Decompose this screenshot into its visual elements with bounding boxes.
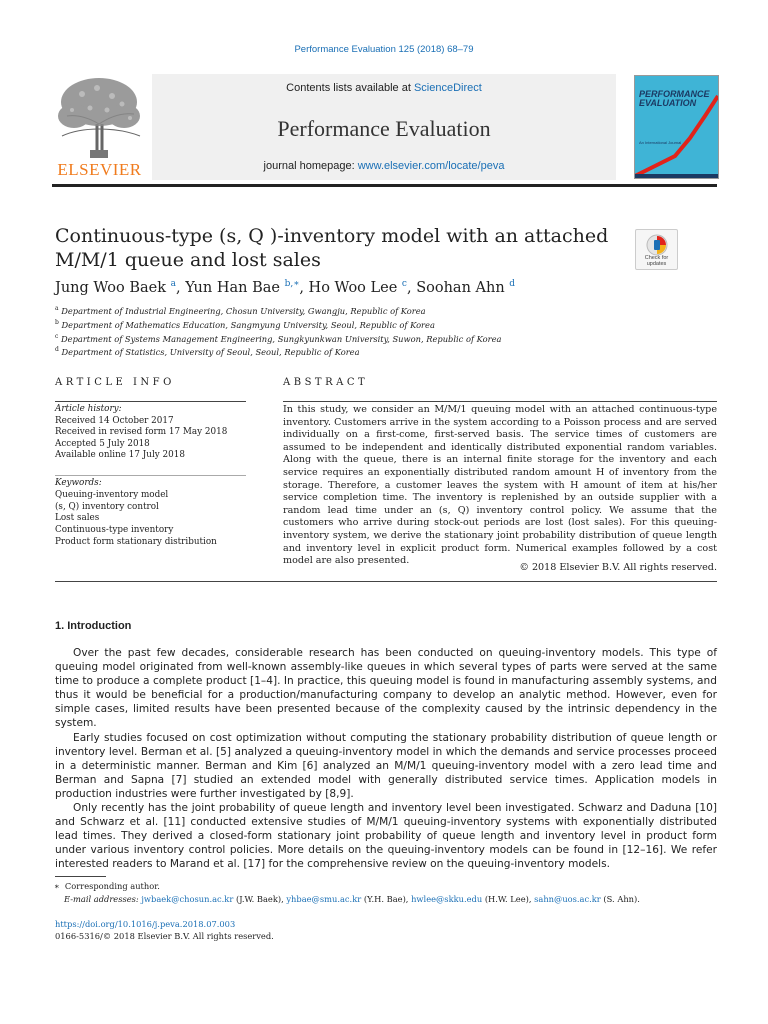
author-name: Jung Woo Baek (55, 279, 167, 296)
keyword-item: Queuing-inventory model (55, 489, 169, 500)
corresponding-author-note (54, 880, 640, 893)
homepage-prefix: journal homepage: (263, 160, 358, 172)
author-name: Yun Han Bae (185, 279, 280, 296)
contents-prefix: Contents lists available at (286, 82, 414, 94)
keyword-item: (s, Q) inventory control (55, 501, 159, 512)
email-addresses (64, 893, 640, 906)
email-owner: (S. Ahn). (603, 893, 640, 904)
title-line-2: M/M/1 queue and lost sales (55, 249, 321, 271)
footnote-divider (55, 876, 106, 877)
email-link[interactable]: sahn@uos.ac.kr (534, 893, 601, 904)
journal-header-box (152, 74, 616, 180)
affiliation-item (55, 331, 501, 345)
journal-homepage-link[interactable]: www.elsevier.com/locate/peva (357, 160, 505, 172)
email-owner: (J.W. Baek), (235, 893, 284, 904)
author-1 (55, 280, 176, 296)
affiliation-text: Department of Statistics, University of Seoul, Seoul, Republic of Korea (61, 347, 360, 358)
affiliation-key: b (55, 318, 59, 326)
history-item: Accepted 5 July 2018 (55, 438, 150, 449)
cover-subtitle: An International Journal (639, 140, 682, 145)
sciencedirect-link[interactable]: ScienceDirect (413, 82, 482, 94)
history-item: Available online 17 July 2018 (55, 450, 185, 460)
author-affiliation-marker[interactable]: d (509, 279, 516, 289)
email-label: E-mail addresses: (64, 893, 139, 904)
crossmark-label: Check for updates (644, 255, 669, 267)
abstract-text: In this study, we consider an M/M/1 queuing model with an attached continuous-type inventory. Customers arrive in the system according to a Poisson process and are served individually on a first-come, first-served basis. The service times of customers are assumed to be independent and identically distributed exponential random variables. Along with the queue, there is an internal finite storage for the inventory and each service requires an exponentially distributed random amount H of inventory from the storage. Therefore, a customer leaves the system with H amount of item at his/her service completion time. The inventory is replenished by an outside supplier with a random lead time under an (s, Q) inventory control policy. We assume that the customers who arrive during stock-out periods are lost (lost sales). For this queuing-inventory system, we derive the stationary joint probability distribution of queue length and inventory level in explicit product form. Numerical examples followed by a cost model are also presented. (283, 404, 717, 567)
article-info-divider (55, 401, 246, 402)
email-link[interactable]: hwlee@skku.edu (411, 893, 483, 904)
affiliation-key: a (55, 305, 59, 312)
email-owner: (H.W. Lee), (484, 893, 532, 904)
title-line-1: Continuous-type (s, Q )-inventory model with an attached (55, 225, 609, 247)
author-name: Ho Woo Lee (308, 279, 398, 296)
keywords-label: Keywords: (55, 478, 102, 488)
footnotes (54, 880, 640, 905)
author-affiliation-marker[interactable]: a (170, 279, 177, 289)
copyright-notice: © 2018 Elsevier B.V. All rights reserved. (519, 562, 717, 573)
crossmark-icon (645, 233, 669, 257)
intro-paragraph: Over the past few decades, considerable research has been conducted on queuing-inventory models. This type of queuing model originated from well-known assembly-like queues in which several types of parts were served at the same time to produce a complete product [1–4]. In practice, this queuing model is found in manufacturing assembly systems, and thus it would be beneficial for a production/manufacturing company to develop an analytic method. However, even for simple cases, limited results have been presented because of the complexity caused by the intrinsic dependency in the system. (55, 647, 717, 730)
introduction-heading: 1. Introduction (55, 620, 132, 632)
abstract-bottom-divider (55, 581, 717, 582)
author-name: Soohan Ahn (416, 279, 505, 296)
affiliation-item (55, 317, 501, 331)
affiliation-text: Department of Mathematics Education, Sangmyung University, Seoul, Republic of Korea (61, 319, 435, 330)
journal-cover-image[interactable] (634, 75, 719, 179)
author-4 (416, 280, 515, 296)
publisher-logo-text: ELSEVIER (57, 160, 142, 179)
affiliation-list (55, 303, 501, 358)
article-title (55, 224, 615, 272)
abstract-heading: ABSTRACT (283, 377, 369, 388)
article-history (55, 404, 227, 462)
email-link[interactable]: jwbaek@chosun.ac.kr (141, 893, 234, 904)
abstract-divider (283, 401, 717, 402)
keyword-item: Lost sales (55, 513, 100, 524)
asterisk-marker: ∗ (54, 881, 60, 891)
keyword-item: Continuous-type inventory (55, 525, 174, 536)
affiliation-item (55, 303, 501, 317)
corresponding-author-text: Corresponding author. (64, 881, 160, 891)
author-affiliation-marker[interactable]: c (401, 279, 407, 289)
introduction-body (55, 646, 717, 872)
keyword-list (55, 478, 217, 549)
affiliation-text: Department of Systems Management Engineering, Sungkyunkwan University, Suwon, Republic of Korea (61, 333, 502, 344)
article-info-heading: ARTICLE INFO (55, 377, 175, 388)
header-divider (52, 184, 717, 187)
affiliation-key: c (55, 332, 59, 340)
intro-paragraph: Only recently has the joint probability of queue length and inventory level been investigated. Schwarz and Daduna [10] and Schwarz et al. [11] conducted extensive studies of M/M/1 queuing-inventory systems with exponentially distributed lead times. They derived a closed-form stationary joint probability of queue length and inventory level in product form under various inventory control policies. More details on the queuing-inventory models can be found in [12–16]. We refer interested readers to Marand et al. [17] for the comprehensive review on the queuing-inventory models. (55, 802, 717, 871)
journal-name: Performance Evaluation (277, 116, 491, 141)
issn-copyright: 0166-5316/© 2018 Elsevier B.V. All rights reserved. (55, 931, 274, 941)
elsevier-logo (52, 74, 147, 180)
doi-link[interactable]: https://doi.org/10.1016/j.peva.2018.07.003 (55, 919, 236, 929)
author-affiliation-marker[interactable]: b,∗ (284, 279, 300, 289)
history-label: Article history: (55, 404, 122, 414)
homepage-line (152, 160, 616, 172)
intro-paragraph: Early studies focused on cost optimization without computing the stationary probability distribution of queue length or inventory level. Berman et al. [5] analyzed a queuing-inventory model in which the demands and service processes proceed in a deterministic manner. Berman and Kim [6] analyzed an M/M/1 queuing-inventory model with a zero lead time and Berman and Sapna [7] studied an extended model with generally distributed service times. Application models in production industries were further investigated by [8,9]. (55, 731, 717, 800)
author-3 (309, 280, 407, 296)
cover-title-line-2: EVALUATION (639, 98, 697, 108)
email-owner: (Y.H. Bae), (363, 893, 409, 904)
doi-block (55, 918, 274, 942)
author-2 (185, 280, 299, 296)
elsevier-tree-icon (52, 74, 147, 160)
check-for-updates-badge[interactable] (635, 229, 678, 270)
cover-title-line-1: PERFORMANCE (639, 89, 710, 99)
history-item: Received in revised form 17 May 2018 (55, 427, 228, 437)
author-list: Jung Woo Baek $^a$, Yun Han Bae $^{b,∗}$, Ho Woo Lee $^c$, Soohan Ahn $^d$ (55, 279, 516, 296)
journal-reference-link[interactable]: Performance Evaluation 125 (2018) 68–79 (294, 44, 474, 55)
affiliation-text: Department of Industrial Engineering, Chosun University, Gwangju, Republic of Korea (61, 305, 426, 316)
keyword-item: Product form stationary distribution (55, 536, 217, 547)
keywords-divider (55, 475, 246, 476)
contents-line (152, 82, 616, 94)
email-link[interactable]: yhbae@smu.ac.kr (286, 893, 362, 904)
affiliation-key: d (55, 346, 59, 354)
cover-title (639, 90, 710, 108)
history-item: Received 14 October 2017 (55, 415, 174, 426)
affiliation-item (55, 344, 501, 358)
